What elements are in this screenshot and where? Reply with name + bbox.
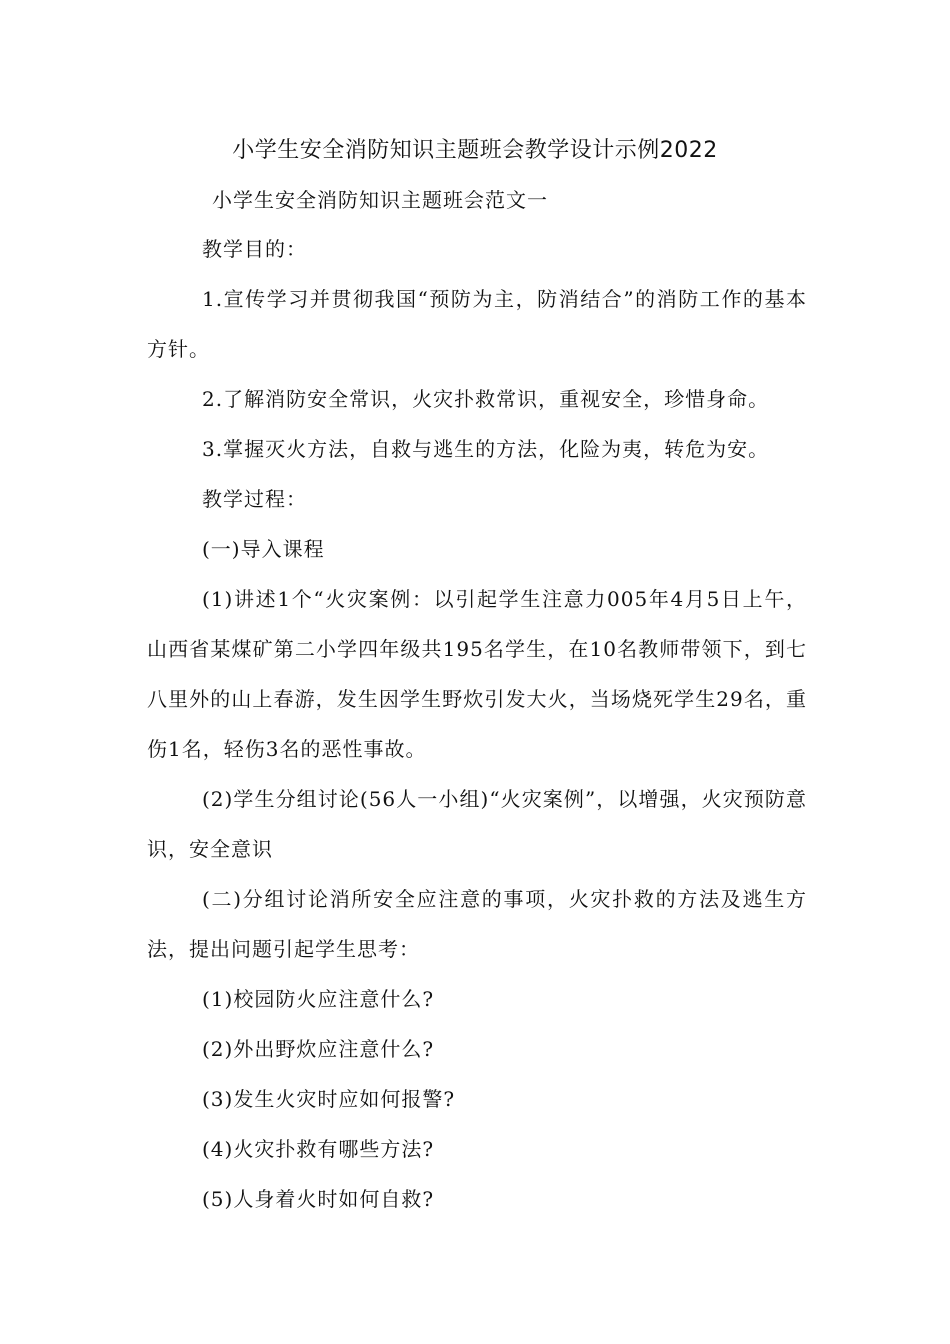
process-step-1-discussion: (2)学生分组讨论(56人一小组)“火灾案例”，以增强，火灾预防意识，安全意识 xyxy=(147,787,807,861)
section-heading-process: 教学过程： xyxy=(202,487,307,511)
question-item-2: (2)外出野炊应注意什么? xyxy=(202,1037,435,1061)
process-step-1-case: (1)讲述1个“火灾案例：以引起学生注意力005年4月5日上午，山西省某煤矿第二小学四年级共195名学生，在10名教师带领下，到七八里外的山上春游，发生因学生野炊引发大火，当场烧死学生29名，重伤1名，轻伤3名的恶性事故。 xyxy=(147,587,807,761)
process-step-2-heading: (二)分组讨论消所安全应注意的事项，火灾扑救的方法及逃生方法，提出问题引起学生思考： xyxy=(147,887,807,961)
question-item-5: (5)人身着火时如何自救? xyxy=(202,1187,435,1211)
objective-item-2: 2.了解消防安全常识，火灾扑救常识，重视安全，珍惜身命。 xyxy=(202,387,770,411)
document-subtitle: 小学生安全消防知识主题班会范文一 xyxy=(212,188,548,212)
objective-item-3: 3.掌握灭火方法，自救与逃生的方法，化险为夷，转危为安。 xyxy=(202,437,770,461)
question-item-1: (1)校园防火应注意什么? xyxy=(202,987,435,1011)
question-item-4: (4)火灾扑救有哪些方法? xyxy=(202,1137,435,1161)
section-heading-objectives: 教学目的： xyxy=(202,237,307,261)
process-step-1-heading: (一)导入课程 xyxy=(202,537,325,561)
question-item-3: (3)发生火灾时应如何报警? xyxy=(202,1087,456,1111)
objective-item-1: 1.宣传学习并贯彻我国“预防为主，防消结合”的消防工作的基本方针。 xyxy=(147,287,807,361)
document-title: 小学生安全消防知识主题班会教学设计示例2022 xyxy=(232,138,718,163)
